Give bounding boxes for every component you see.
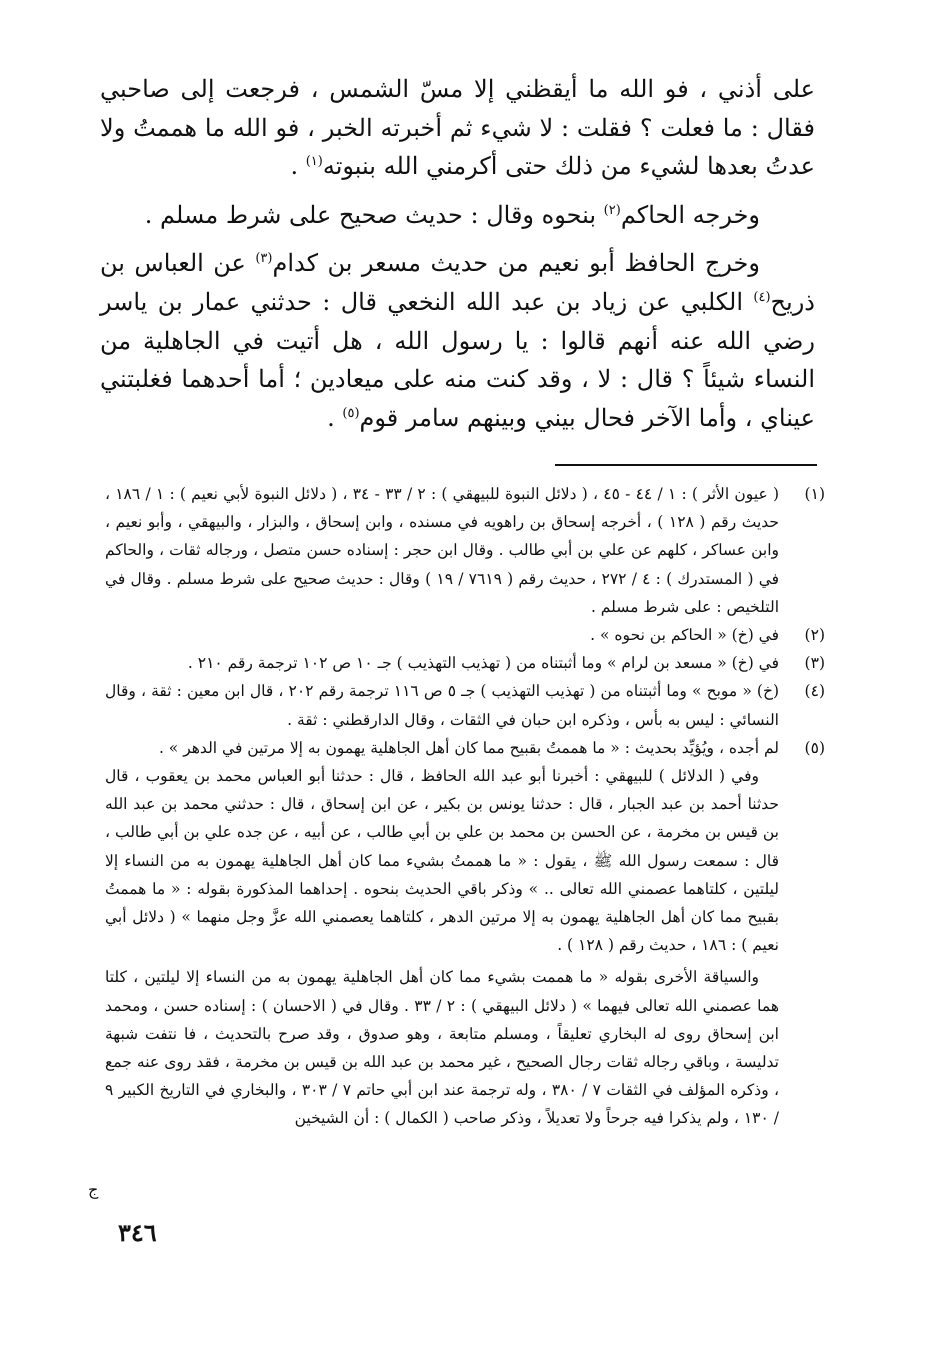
footnote-marker-5: (٥) xyxy=(342,405,360,421)
paragraph-3: وخرج الحافظ أبو نعيم من حديث مسعر بن كدام$^{(٣)}$ عن العباس بن ذريح$^{(٤)}$ الكلبي عن زياد بن عبد الله النخعي قال : حدثني عمار بن ياسر رضي الله عنه أنهم قالوا : يا رسول الله ، هل أتيت في الجاهلية من النساء شيئاً ؟ قال : لا ، وقد كنت منه على ميعادين ؛ أما أحدهما فغلبتني عيناي ، وأما الآخر فحال بيني وبينهم سامر قوم$^{(٥)}$ . xyxy=(100,249,815,432)
paragraph-3-text-a: وخرج الحافظ أبو نعيم من حديث مسعر بن كدام xyxy=(272,249,760,278)
catchword: ج xyxy=(88,1180,99,1199)
footnote-5-paragraph-2: والسياقة الأخرى بقوله « ما هممت بشيء مما كان أهل الجاهلية يهمون به من النساء إلا ليلتين ، كلتا هما عصمني الله تعالى فيهما » ( دلائل البيهقي ) : ٢ / ٣٣ . وقال في ( الاحسان ) : إسناده حسن ، ومحمد ابن إسحاق روى له البخاري تعليقاً ، ومسلم متابعة ، وهو صدوق ، وقد صرح بالتحديث ، فا نتفت شبهة تدليسة ، وباقي رجاله ثقات رجال الصحيح ، غير محمد بن عبد الله بن قيس بن مخرمة ، فقد روى عنه جمع ، وذكره المؤلف في الثقات ٧ / ٣٨٠ ، وله ترجمة عند ابن أبي حاتم ٧ / ٣٠٣ ، والبخاري في التاريخ الكبير ٩ / ١٣٠ ، ولم يذكرا فيه جرحاً ولا تعديلاً ، وذكر صاحب ( الكمال ) : أن الشيخين xyxy=(105,968,779,1128)
paragraph-1: على أذني ، فو الله ما أيقظني إلا مسّ الشمس ، فرجعت إلى صاحبي فقال : ما فعلت ؟ فقلت : لا شيء ثم أخبرته الخبر ، فو الله ما هممتُ ولا عدتُ بعدها لشيء من ذلك حتى أكرمني الله بنبوته$^{(١)}$ . xyxy=(100,75,815,181)
footnote-text: لم أجده ، ويُؤيِّد بحديث : « ما هممتُ بقبيح مما كان أهل الجاهلية يهمون به إلا مرتين في الدهر » . xyxy=(158,738,779,757)
footnote-text: في (خ) « مسعد بن لرام » وما أثبتناه من ( تهذيب التهذيب ) جـ ١٠ ص ١٠٢ ترجمة رقم ٢١٠ . xyxy=(187,654,779,673)
footnote-3 xyxy=(105,649,825,677)
paragraph-1-text: على أذني ، فو الله ما أيقظني إلا مسّ الشمس ، فرجعت إلى صاحبي فقال : ما فعلت ؟ فقلت : لا شيء ثم أخبرته الخبر ، فو الله ما هممتُ ولا عدتُ بعدها لشيء من ذلك حتى أكرمني الله بنبوته xyxy=(100,75,815,181)
footnote-text: (خ) « موبح » وما أثبتناه من ( تهذيب التهذيب ) جـ ٥ ص ١١٦ ترجمة رقم ٢٠٢ ، قال ابن معين : ثقة ، وقال النسائي : ليس به بأس ، وذكره ابن حبان في الثقات ، وقال الدارقطني : ثقة . xyxy=(105,682,780,729)
paragraph-2-text-b: بنحوه وقال : حديث صحيح على شرط مسلم . xyxy=(144,200,597,229)
footnote-number: (١) xyxy=(804,485,825,503)
footnote-marker-3: (٣) xyxy=(255,251,273,267)
footnote-number: (٥) xyxy=(804,738,825,757)
footnote-marker-2: (٢) xyxy=(603,202,621,218)
footnote-marker-4: (٤) xyxy=(753,289,771,305)
footnote-number: (٤) xyxy=(804,682,825,701)
paragraph-2 xyxy=(100,196,815,235)
footnote-text: ( عيون الأثر ) : ١ / ٤٤ - ٤٥ ، ( دلائل النبوة للبيهقي ) : ٢ / ٣٣ - ٣٤ ، ( دلائل النبوة لأبي نعيم ) : ١ / ١٨٦ ، حديث رقم ( ١٢٨ ) ، أخرجه إسحاق بن راهويه في مسنده ، وابن إسحاق ، والبزار ، والبيهقي ، وأبو نعيم ، وابن عساكر ، كلهم عن علي بن أبي طالب . وقال ابن حجر : إسناده حسن متصل ، ورجاله ثقات ، والحاكم في ( المستدرك ) : ٤ / ٢٧٢ ، حديث رقم ( ٧٦١٩ / ١٩ ) وقال : حديث صحيح على شرط مسلم . وقال في التلخيص : على شرط مسلم . xyxy=(105,485,780,616)
footnotes xyxy=(105,480,825,1133)
paragraph-2-text-a: وخرجه الحاكم xyxy=(620,200,760,229)
footnote-5-paragraph-1: وفي ( الدلائل ) للبيهقي : أخبرنا أبو عبد الله الحافظ ، قال : حدثنا أبو العباس محمد بن يعقوب ، قال حدثنا أحمد بن عبد الجبار ، قال : حدثنا يونس بن بكير ، عن ابن إسحاق ، قال : حدثني محمد بن عبد الله بن قيس بن مخرمة ، عن الحسن بن محمد بن علي بن أبي طالب ، عن أبيه ، عن جده علي بن أبي طالب ، قال : سمعت رسول الله ﷺ ، يقول : « ما هممتُ بشيء مما كان أهل الجاهلية يهمون به من النساء إلا ليلتين ، كلتاهما عصمني الله تعالى .. » وذكر باقي الحديث بنحوه . إحداهما المذكورة بقوله : « ما هممتُ بقبيح مما كان أهل الجاهلية يهمون به إلا مرتين الدهر ، كلتاهما يعصمني الله عزَّ وجل منهما » ( دلائل أبي نعيم ) : ١٨٦ ، حديث رقم ( ١٢٨ ) . xyxy=(105,767,779,955)
footnote-divider xyxy=(555,464,817,466)
footnote-2 xyxy=(105,621,825,649)
footnote-number: (٣) xyxy=(804,654,825,673)
footnote-marker-1: (١) xyxy=(305,154,323,170)
footnote-4 xyxy=(105,677,825,733)
footnote-5 xyxy=(105,734,825,1133)
paragraph-3-text-b: عن العباس بن ذريح xyxy=(100,249,815,316)
footnote-1 xyxy=(105,480,825,621)
footnote-number: (٢) xyxy=(804,626,825,645)
paragraph-3-text-c: الكلبي عن زياد بن عبد الله النخعي قال : حدثني عمار بن ياسر رضي الله عنه أنهم قالوا : يا رسول الله ، هل أتيت في الجاهلية من النساء شيئاً ؟ قال : لا ، وقد كنت منه على ميعادين ؛ أما أحدهما فغلبتني عيناي ، وأما الآخر فحال بيني وبينهم سامر قوم xyxy=(100,287,815,432)
footnote-text: في (خ) « الحاكم بن نحوه » . xyxy=(590,626,779,645)
page-number: ٣٤٦ xyxy=(118,1218,157,1247)
main-text xyxy=(100,70,815,437)
